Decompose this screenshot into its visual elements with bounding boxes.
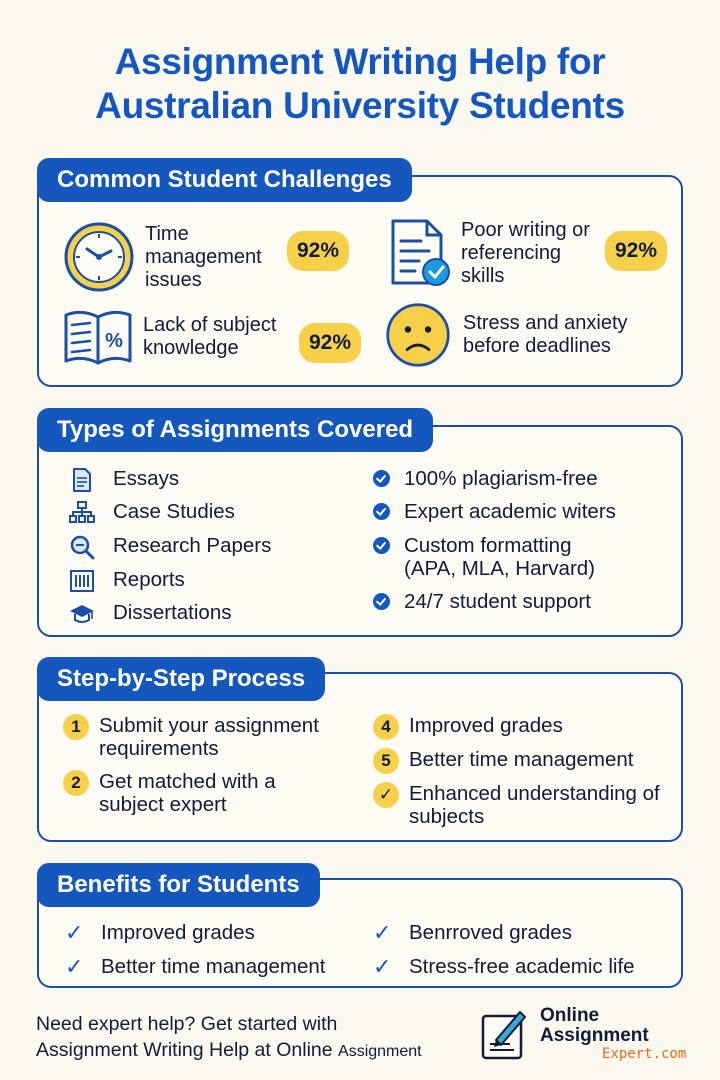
- step-number: 5: [373, 748, 399, 774]
- step-label: Better time management: [409, 748, 634, 771]
- check-circle-icon: [373, 593, 390, 610]
- challenge-writing-skills: [383, 217, 606, 289]
- benefit-item: [373, 921, 572, 944]
- title-line-2: Australian University Students: [95, 85, 625, 126]
- footer-line-2-small: Assignment: [338, 1043, 422, 1060]
- brand-logo[interactable]: [480, 1006, 686, 1062]
- assignment-type-label: Dissertations: [113, 601, 232, 624]
- assignment-type-label: Essays: [113, 467, 180, 490]
- feature-item: [373, 500, 616, 523]
- benefits-card: [37, 871, 683, 988]
- assignment-type-item: [69, 601, 232, 627]
- document-check-icon: [383, 217, 455, 289]
- assignment-type-item: [69, 534, 271, 560]
- feature-label: Expert academic witers: [404, 500, 616, 523]
- benefit-item: [65, 955, 325, 978]
- hierarchy-icon: [69, 500, 95, 526]
- title-line-1: Assignment Writing Help for: [114, 41, 606, 82]
- check-circle-icon: [373, 537, 390, 554]
- process-step: [373, 714, 563, 740]
- brand-logo-text: [540, 1006, 686, 1062]
- checkmark-icon: ✓: [373, 954, 392, 979]
- svg-text:%: %: [105, 330, 123, 352]
- check-circle-icon: [373, 470, 390, 487]
- process-heading: Step-by-Step Process: [37, 657, 325, 701]
- benefit-label: Improved grades: [101, 921, 255, 944]
- footer-line-2-main: Assignment Writing Help at Online: [36, 1039, 333, 1061]
- challenge-label: Stress and anxiety before deadlines: [463, 312, 628, 357]
- open-book-icon: [59, 301, 137, 373]
- benefit-label: Stress-free academic life: [409, 955, 635, 978]
- process-step: [373, 782, 669, 828]
- challenges-card: [37, 166, 683, 387]
- process-step: [373, 748, 633, 774]
- challenge-label: Poor writing or referencing skills: [461, 218, 590, 287]
- assignment-type-label: Case Studies: [113, 500, 235, 523]
- benefit-label: Benrroved grades: [409, 921, 572, 944]
- process-step: [63, 770, 309, 816]
- challenge-percent-badge: 92%: [299, 323, 361, 363]
- feature-label: 100% plagiarism-free: [404, 467, 598, 490]
- feature-label: Custom formatting (APA, MLA, Harvard): [404, 534, 595, 580]
- step-label: Get matched with a subject expert: [99, 770, 276, 816]
- step-label: Enhanced understanding of subjects: [409, 782, 660, 828]
- pen-paper-icon: [480, 1006, 530, 1062]
- footer-line-2: [36, 1037, 422, 1065]
- page-title: [0, 40, 720, 128]
- step-number: 1: [63, 714, 89, 740]
- graduation-cap-icon: [69, 601, 95, 627]
- types-card: [37, 416, 683, 637]
- assignment-type-label: Research Papers: [113, 534, 272, 557]
- logo-line-3: Expert.com: [602, 1046, 687, 1062]
- step-label: Improved grades: [409, 714, 563, 737]
- assignment-type-item: [69, 500, 235, 526]
- challenge-label: Lack of subject knowledge: [143, 314, 277, 359]
- challenge-percent-badge: 92%: [605, 231, 667, 271]
- feature-item: [373, 534, 629, 580]
- challenges-heading: Common Student Challenges: [37, 158, 412, 202]
- feature-label: 24/7 student support: [404, 590, 591, 613]
- challenge-stress: [385, 302, 653, 368]
- check-circle-icon: [373, 503, 390, 520]
- challenge-label: Time management issues: [145, 222, 262, 291]
- benefit-item: [373, 955, 635, 978]
- feature-item: [373, 590, 591, 613]
- checkmark-icon: ✓: [373, 920, 392, 945]
- checkmark-icon: ✓: [65, 954, 84, 979]
- document-icon: [69, 467, 95, 493]
- challenge-subject-knowledge: [59, 301, 303, 373]
- footer-line-1: Need expert help? Get started with: [36, 1013, 338, 1035]
- benefit-label: Better time management: [101, 955, 326, 978]
- logo-line-1: Online: [540, 1005, 600, 1026]
- benefits-heading: Benefits for Students: [37, 863, 320, 907]
- clock-icon: [63, 221, 135, 293]
- challenge-percent-badge: 92%: [287, 231, 349, 271]
- magnifier-icon: [69, 534, 95, 560]
- challenge-time-management: [63, 221, 285, 293]
- step-check-icon: ✓: [373, 782, 399, 808]
- process-step: [63, 714, 339, 760]
- benefit-item: [65, 921, 255, 944]
- report-icon: [69, 568, 95, 594]
- checkmark-icon: ✓: [65, 920, 84, 945]
- step-number: 2: [63, 770, 89, 796]
- step-label: Submit your assignment requirements: [99, 714, 319, 760]
- logo-line-2: Assignment: [540, 1025, 649, 1046]
- assignment-type-label: Reports: [113, 568, 185, 591]
- sad-face-icon: [385, 302, 451, 368]
- footer-cta: [36, 1011, 422, 1065]
- step-number: 4: [373, 714, 399, 740]
- assignment-type-item: [69, 467, 179, 493]
- assignment-type-item: [69, 568, 185, 594]
- types-heading: Types of Assignments Covered: [37, 408, 433, 452]
- feature-item: [373, 467, 598, 490]
- process-card: [37, 665, 683, 842]
